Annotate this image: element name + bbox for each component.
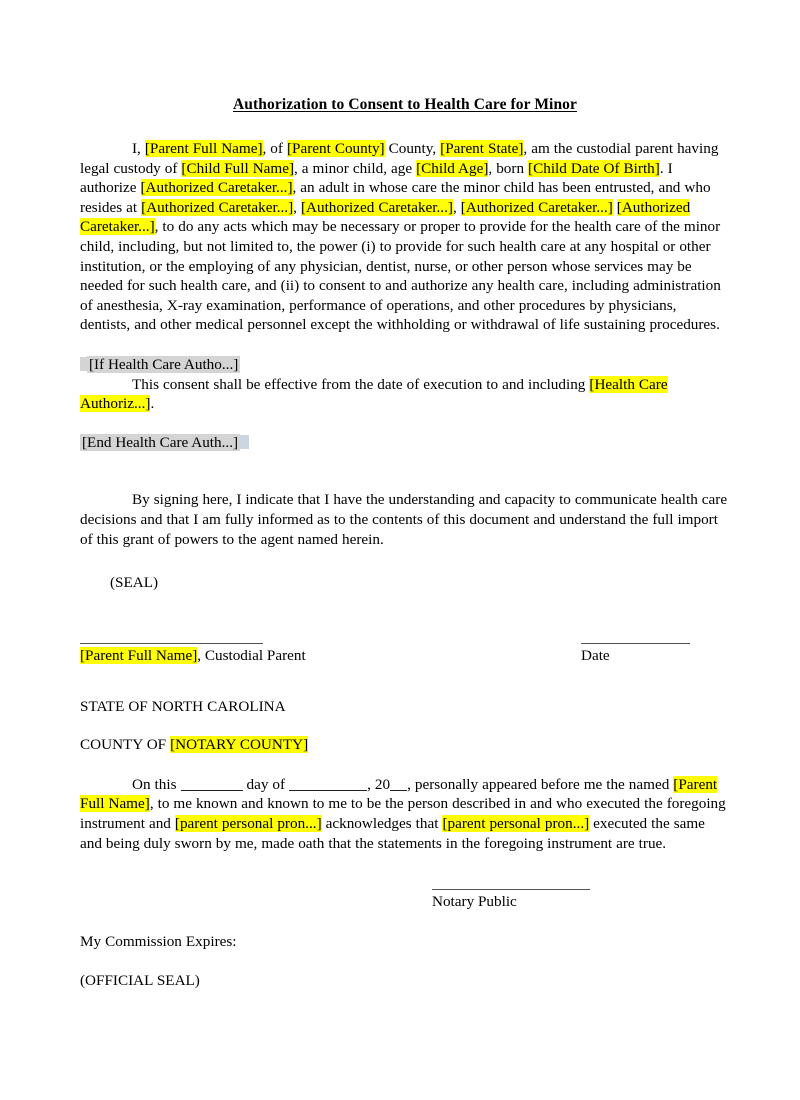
p1-text-4: , am the custodial parent having legal custody of bbox=[80, 140, 719, 177]
commission-expires-line: My Commission Expires: bbox=[80, 933, 237, 951]
county-prefix: COUNTY OF bbox=[80, 736, 171, 754]
field-child-date-of-birth[interactable]: [Child Date Of Birth] bbox=[528, 159, 660, 177]
paragraph-effective-period bbox=[80, 375, 730, 414]
page-title bbox=[80, 95, 730, 115]
date-caption: Date bbox=[581, 646, 610, 664]
official-seal-line: (OFFICIAL SEAL) bbox=[80, 971, 200, 989]
p1-text-10: , bbox=[452, 198, 461, 216]
field-authorized-caretaker-3[interactable]: [Authorized Caretaker...] bbox=[300, 198, 453, 216]
field-notary-county[interactable]: [NOTARY COUNTY] bbox=[170, 736, 309, 754]
p1-text-8: , an adult in whose care the minor child has been entrusted, and who resides at bbox=[80, 179, 711, 216]
p1-text-2: , of bbox=[262, 140, 287, 157]
blank-day[interactable] bbox=[181, 777, 243, 791]
field-parent-full-name-notary[interactable]: [Parent Full Name] bbox=[80, 775, 718, 813]
field-parent-state[interactable]: [Parent State] bbox=[440, 140, 524, 157]
field-child-age[interactable]: [Child Age] bbox=[416, 159, 489, 177]
signature-row bbox=[80, 633, 730, 667]
field-parent-pronoun-1[interactable]: [parent personal pron...] bbox=[174, 815, 322, 833]
seal-label: (SEAL) bbox=[110, 574, 159, 592]
field-parent-pronoun-2[interactable]: [parent personal pron...] bbox=[442, 815, 590, 833]
field-parent-county[interactable]: [Parent County] bbox=[286, 140, 385, 157]
p1-text-3: County, bbox=[384, 140, 441, 157]
notary-signature-row bbox=[80, 879, 730, 913]
date-line[interactable] bbox=[581, 643, 690, 644]
field-child-full-name[interactable]: [Child Full Name] bbox=[181, 159, 295, 177]
field-authorized-caretaker-2[interactable]: [Authorized Caretaker...] bbox=[141, 198, 294, 216]
paragraph-authorization bbox=[80, 139, 730, 335]
p1-text-12: , to do any acts which may be necessary or proper to provide for the health care of the minor child, including, but not limited to, the power (i) to provide for such health care at any hospital or other institution, or the employing of any physician, dentist, nurse, or other person whose services may be needed for such health care, and (ii) to consent to and authorize any health care, including administration of anesthesia, X-ray examination, performance of operations, and other procedures by physicians, dentists, and other medical personnel except the withholding or withdrawal of life sustaining procedures. bbox=[80, 218, 721, 334]
np-text-1: On this bbox=[132, 775, 181, 793]
county-line bbox=[80, 735, 730, 755]
p1-text-7: . I authorize bbox=[80, 159, 673, 197]
conditional-end-tag[interactable]: [End Health Care Auth...] bbox=[82, 433, 239, 451]
conditional-start-row bbox=[80, 355, 730, 375]
signature-line[interactable] bbox=[80, 643, 263, 644]
np-text-7: executed the same and being duly sworn by me, made oath that the statements in the foregoing instrument are true. bbox=[80, 815, 705, 852]
p1-text-6: , born bbox=[488, 159, 529, 177]
np-text-6: acknowledges that bbox=[321, 815, 443, 833]
np-text-3: , 20 bbox=[367, 775, 391, 793]
field-authorized-caretaker-5[interactable]: [Authorized Caretaker...] bbox=[80, 198, 691, 236]
p2-text-2: . bbox=[150, 395, 155, 413]
page-title-text: Authorization to Consent to Health Care for Minor bbox=[233, 96, 577, 113]
notary-public-caption: Notary Public bbox=[432, 893, 517, 911]
field-tab-marker-icon bbox=[80, 357, 87, 371]
np-text-5: , to me known and known to me to be the person described in and who executed the foregoing instrument and bbox=[80, 795, 726, 833]
paragraph-notary-acknowledgement bbox=[80, 775, 730, 853]
field-parent-full-name[interactable]: [Parent Full Name] bbox=[144, 140, 263, 157]
p1-text-9: , bbox=[293, 198, 301, 216]
notary-signature-line[interactable] bbox=[432, 889, 590, 890]
conditional-start-tag[interactable]: [If Health Care Autho...] bbox=[89, 355, 239, 373]
blank-month[interactable] bbox=[289, 777, 367, 791]
p1-text-1: I, bbox=[132, 140, 145, 157]
signer-title: , Custodial Parent bbox=[197, 646, 306, 664]
np-text-2: day of bbox=[242, 775, 290, 793]
field-authorized-caretaker-4[interactable]: [Authorized Caretaker...] bbox=[460, 198, 613, 216]
field-authorized-caretaker-1[interactable]: [Authorized Caretaker...] bbox=[140, 179, 293, 197]
seal-row bbox=[80, 573, 730, 593]
signature-caption bbox=[80, 646, 306, 665]
field-parent-full-name-signature[interactable]: [Parent Full Name] bbox=[80, 646, 198, 664]
np-text-4: , personally appeared before me the named bbox=[407, 775, 674, 793]
field-health-care-authorization-expiry[interactable]: [Health Care Authoriz...] bbox=[80, 375, 668, 413]
p3-text: By signing here, I indicate that I have the understanding and capacity to communicate health care decisions and that I am fully informed as to the contents of this document and understand the full import of this grant of powers to the agent named herein. bbox=[80, 491, 728, 548]
p2-text-1: This consent shall be effective from the date of execution to and including bbox=[132, 375, 590, 393]
p1-text-5: , a minor child, age bbox=[294, 159, 417, 177]
conditional-end-row bbox=[80, 433, 730, 453]
blank-year[interactable] bbox=[390, 777, 407, 791]
field-tab-marker-end-icon bbox=[240, 435, 249, 449]
document-content bbox=[80, 95, 730, 990]
state-line: STATE OF NORTH CAROLINA bbox=[80, 697, 286, 715]
paragraph-signing-acknowledgement bbox=[80, 490, 730, 549]
